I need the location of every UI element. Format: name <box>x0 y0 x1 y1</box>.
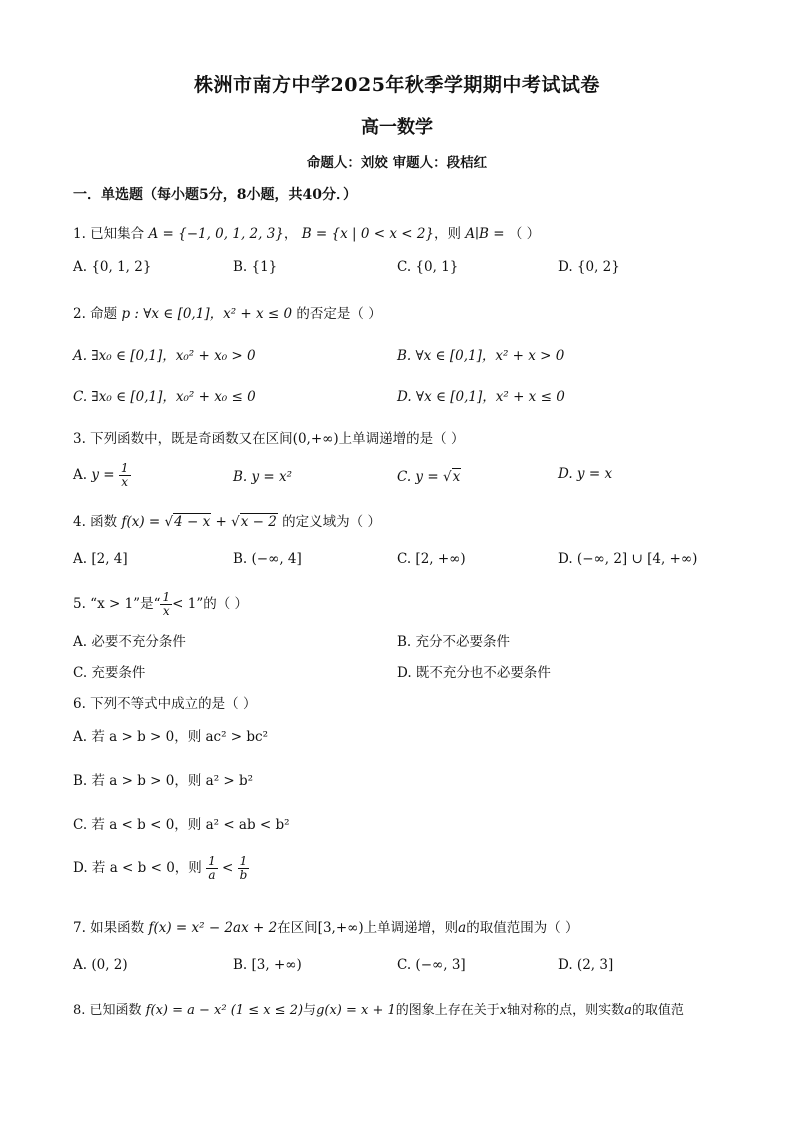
option-a: A. ∃x₀ ∈ [0,1]，x₀² + x₀ > 0 <box>73 348 256 364</box>
math-variable: a <box>624 1003 632 1018</box>
option-a: A. (0, 2) <box>73 957 128 973</box>
question-4 <box>73 510 381 530</box>
math-expression: g(x) = x + 1 <box>316 1003 396 1018</box>
exam-authors: 命题人：刘姣 审题人：段桔红 <box>306 155 488 171</box>
question-5 <box>73 591 248 618</box>
option-b: B. 若 a > b > 0，则 a² > b² <box>73 773 254 789</box>
option-b: B. ∀x ∈ [0,1]，x² + x > 0 <box>397 348 565 364</box>
question-7 <box>73 916 579 936</box>
option-c: C. 若 a < b < 0，则 a² < ab < b² <box>73 817 290 833</box>
math-expression: f(x) = x² − 2ax + 2 <box>148 920 278 936</box>
denominator: x <box>121 475 129 489</box>
question-3 <box>73 427 464 447</box>
math-expression: B = {x | 0 < x < 2} <box>301 226 435 242</box>
option-label: A. <box>73 467 88 483</box>
question-text: 与 <box>303 1003 317 1018</box>
option-c: C. {0, 1} <box>397 259 459 275</box>
math-expression: f(x) = a − x² (1 ≤ x ≤ 2) <box>145 1003 304 1018</box>
fraction <box>160 591 172 618</box>
denominator: a <box>208 868 216 882</box>
question-6: 6. 下列不等式中成立的是（ ） <box>73 696 257 712</box>
option-d: D. y = x <box>558 466 613 482</box>
question-text: 2. 命题 <box>73 306 118 322</box>
option-d: D. ∀x ∈ [0,1]，x² + x ≤ 0 <box>397 389 565 405</box>
sqrt-icon: √ <box>164 514 174 530</box>
question-text: 轴对称的点，则实数 <box>507 1003 625 1018</box>
question-text: 8. 已知函数 <box>73 1003 142 1018</box>
option-b: B. [3, +∞) <box>233 957 302 973</box>
option-text: D. 若 a < b < 0，则 <box>73 860 202 876</box>
option-d: D. (2, 3] <box>558 957 614 973</box>
option-b: B. (−∞, 4] <box>233 551 302 567</box>
question-text: 的否定是（ ） <box>296 306 382 322</box>
question-text: 4. 函数 <box>73 514 118 530</box>
math-expression: (0,+∞) <box>292 431 339 447</box>
option-a: A. {0, 1, 2} <box>73 259 152 275</box>
question-text: 的定义域为（ ） <box>282 514 381 530</box>
math-expression: f(x) = <box>121 514 161 530</box>
question-text: ，则 <box>434 226 462 242</box>
option-a: A. 必要不充分条件 <box>73 634 186 650</box>
math-expression: C. y = <box>397 469 439 485</box>
math-operator: < <box>222 860 234 876</box>
option-a: A. 若 a > b > 0，则 ac² > bc² <box>73 729 269 745</box>
math-expression: p : ∀x ∈ [0,1]，x² + x ≤ 0 <box>121 306 293 322</box>
question-text: 的取值范 <box>631 1003 684 1018</box>
math-expression: y = <box>91 467 115 483</box>
option-c: C. [2, +∞) <box>397 551 466 567</box>
question-text: 上单调递增，则 <box>363 920 459 936</box>
math-operator: + <box>215 514 227 530</box>
fraction <box>206 855 218 882</box>
question-text: 的取值范围为（ ） <box>466 920 579 936</box>
option-a: A. [2, 4] <box>73 551 128 567</box>
radicand: 4 − x <box>174 514 211 530</box>
question-8 <box>73 999 684 1018</box>
numerator: 1 <box>162 590 171 604</box>
section-heading: 一．单选题（每小题5分，8小题，共40分．） <box>73 187 357 203</box>
option-d: D. 既不充分也不必要条件 <box>397 665 551 681</box>
option-d: D. (−∞, 2] ∪ [4, +∞) <box>558 551 698 567</box>
question-2 <box>73 302 382 322</box>
numerator: 1 <box>120 461 129 475</box>
numerator: 1 <box>208 854 216 868</box>
exam-subject: 高一数学 <box>361 117 433 138</box>
fraction <box>119 462 131 489</box>
question-text: 1. 已知集合 <box>73 226 145 242</box>
question-text: 上单调递增的是（ ） <box>338 431 465 447</box>
question-text: 5. “x > 1”是“ <box>73 596 161 612</box>
math-variable: x <box>499 1003 508 1018</box>
sqrt-icon: √ <box>442 469 452 485</box>
option-d <box>73 855 249 882</box>
question-text: ”的（ ） <box>196 596 249 612</box>
option-b: B. y = x² <box>233 469 293 485</box>
question-1 <box>73 222 540 242</box>
math-expression: A = {−1, 0, 1, 2, 3} <box>148 226 284 242</box>
question-text: ， <box>283 226 298 242</box>
fraction <box>238 855 250 882</box>
option-b: B. 充分不必要条件 <box>397 634 511 650</box>
option-c: C. (−∞, 3] <box>397 957 466 973</box>
option-c <box>397 469 461 485</box>
math-variable: a <box>458 920 467 936</box>
math-expression: A∣B = <box>465 226 505 242</box>
radicand: x <box>452 469 461 485</box>
answer-blank: （ ） <box>508 226 541 242</box>
question-text: 在区间 <box>277 920 318 936</box>
option-c: C. 充要条件 <box>73 665 146 681</box>
math-expression: < 1 <box>172 596 197 612</box>
option-d: D. {0, 2} <box>558 259 620 275</box>
option-b: B. {1} <box>233 259 278 275</box>
radicand: x − 2 <box>240 514 277 530</box>
numerator: 1 <box>238 855 250 869</box>
question-text: 的图象上存在关于 <box>395 1003 500 1018</box>
question-text: 3. 下列函数中，既是奇函数又在区间 <box>73 431 293 447</box>
option-c: C. ∃x₀ ∈ [0,1]，x₀² + x₀ ≤ 0 <box>73 389 256 405</box>
math-expression: [3,+∞) <box>317 920 364 936</box>
sqrt-icon: √ <box>231 514 240 530</box>
denominator: x <box>162 604 170 618</box>
denominator: b <box>239 868 248 882</box>
question-text: 7. 如果函数 <box>73 920 145 936</box>
exam-title: 株洲市南方中学2025年秋季学期期中考试试卷 <box>194 74 600 96</box>
option-a <box>73 462 131 489</box>
